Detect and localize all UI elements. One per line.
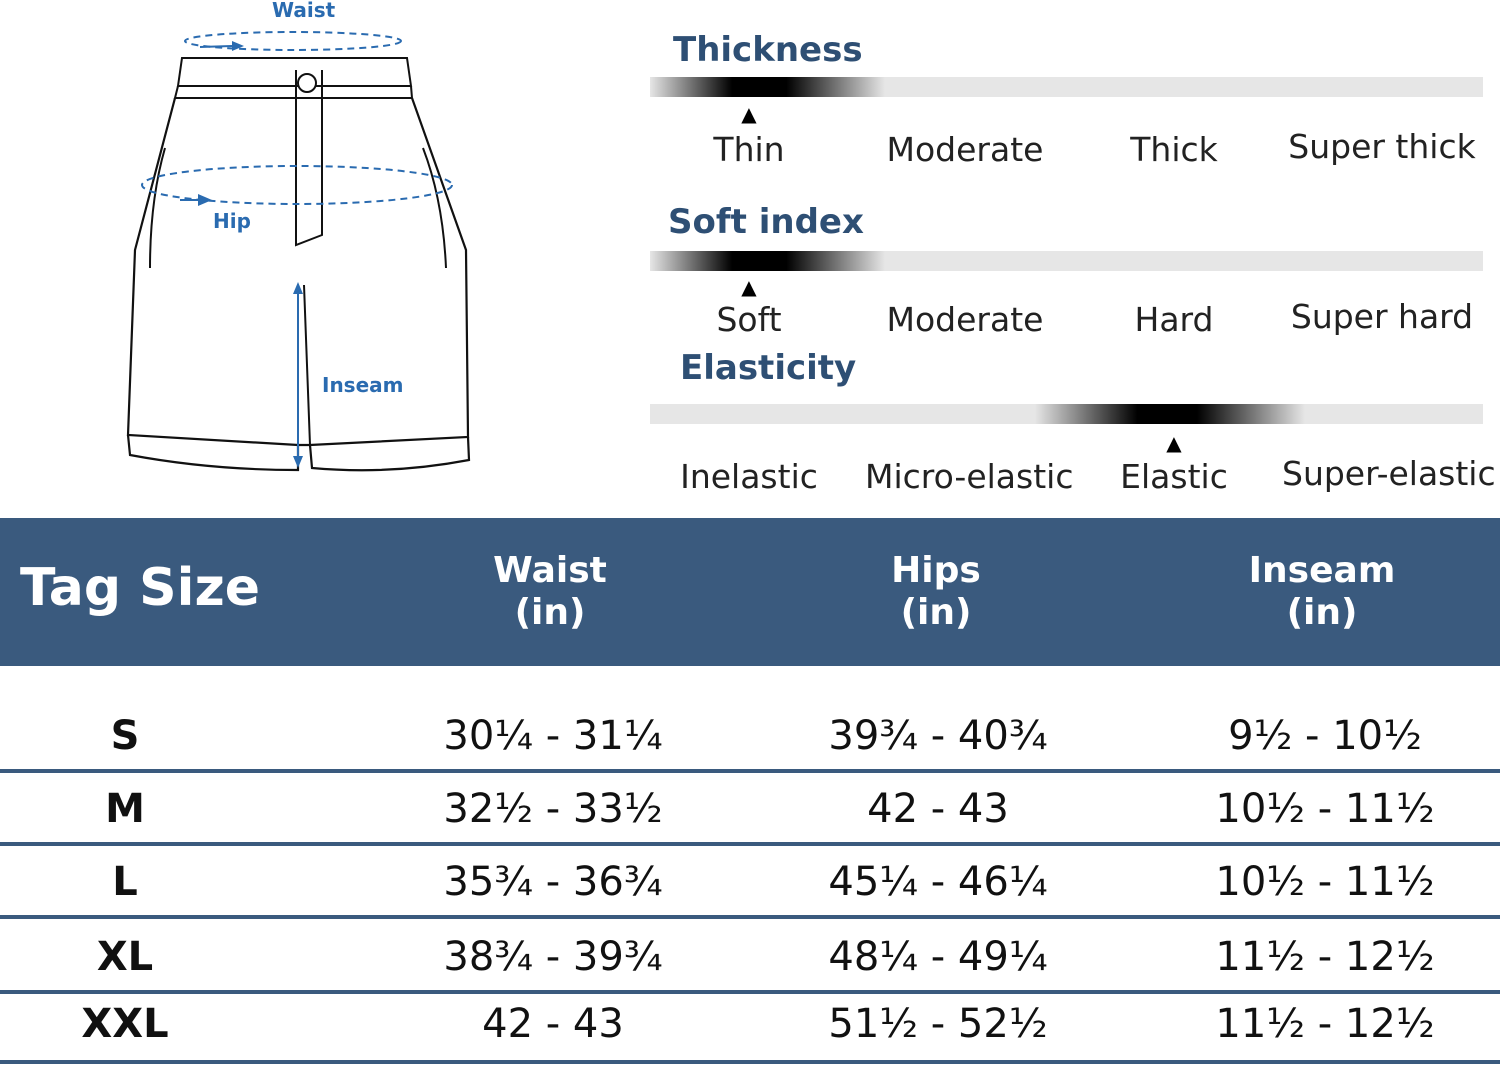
inseam-cell: 10½ - 11½ xyxy=(1215,786,1435,832)
size-cell: XL xyxy=(96,934,154,980)
soft-index-level: Hard xyxy=(1134,300,1214,339)
soft-index-title: Soft index xyxy=(668,202,864,242)
thickness-level: Thin xyxy=(713,130,785,169)
waist-cell: 32½ - 33½ xyxy=(443,786,663,832)
waist-header-line: Waist xyxy=(493,550,607,591)
soft-index-level: Moderate xyxy=(886,300,1044,339)
hips-header xyxy=(786,550,1086,634)
soft-index-bar-highlight xyxy=(650,251,885,271)
elasticity-level: Super-elastic xyxy=(1282,454,1496,493)
soft-index-bar xyxy=(650,251,1483,271)
hips-cell: 51½ - 52½ xyxy=(828,1001,1048,1047)
thickness-selected-marker: ▲ xyxy=(741,102,757,126)
waist-header-unit: (in) xyxy=(514,592,586,633)
inseam-cell: 11½ - 12½ xyxy=(1215,934,1435,980)
inseam-cell: 11½ - 12½ xyxy=(1215,1001,1435,1047)
thickness-title: Thickness xyxy=(673,30,863,70)
soft-index-level: Soft xyxy=(716,300,782,339)
row-divider xyxy=(0,990,1500,994)
elasticity-level: Micro-elastic xyxy=(865,457,1074,496)
waist-header xyxy=(400,550,700,634)
row-divider xyxy=(0,842,1500,846)
thickness-bar-highlight xyxy=(650,77,885,97)
elasticity-bar xyxy=(650,404,1483,424)
thickness-level: Thick xyxy=(1130,130,1218,169)
inseam-header xyxy=(1172,550,1472,634)
thickness-level: Super thick xyxy=(1288,127,1476,166)
waist-cell: 35¾ - 36¾ xyxy=(443,859,663,905)
inseam-cell: 10½ - 11½ xyxy=(1215,859,1435,905)
row-divider xyxy=(0,915,1500,919)
size-table-header xyxy=(0,518,1500,666)
thickness-level: Moderate xyxy=(886,130,1044,169)
hips-cell: 42 - 43 xyxy=(867,786,1009,832)
hips-cell: 45¼ - 46¼ xyxy=(828,859,1048,905)
elasticity-bar-highlight xyxy=(1035,404,1305,424)
size-cell: L xyxy=(112,859,138,905)
row-divider xyxy=(0,1060,1500,1064)
waist-cell: 42 - 43 xyxy=(482,1001,624,1047)
shorts-diagram xyxy=(0,0,620,515)
size-cell: S xyxy=(110,713,140,759)
waist-label: Waist xyxy=(272,0,336,22)
inseam-label: Inseam xyxy=(322,373,404,397)
elasticity-title: Elasticity xyxy=(680,348,857,388)
elasticity-level: Inelastic xyxy=(680,457,818,496)
waist-cell: 38¾ - 39¾ xyxy=(443,934,663,980)
hips-header-line: Hips xyxy=(891,550,981,591)
inseam-cell: 9½ - 10½ xyxy=(1228,713,1422,759)
elasticity-selected-marker: ▲ xyxy=(1166,431,1182,455)
hip-label: Hip xyxy=(213,209,251,233)
tag-size-header: Tag Size xyxy=(20,558,260,618)
waist-cell: 30¼ - 31¼ xyxy=(443,713,663,759)
hips-header-unit: (in) xyxy=(900,592,972,633)
size-cell: XXL xyxy=(81,1001,169,1047)
thickness-bar xyxy=(650,77,1483,97)
inseam-header-line: Inseam xyxy=(1248,550,1396,591)
inseam-header-unit: (in) xyxy=(1286,592,1358,633)
soft-index-level: Super hard xyxy=(1290,297,1474,336)
shorts-illustration xyxy=(0,0,620,515)
row-divider xyxy=(0,769,1500,773)
size-cell: M xyxy=(105,786,145,832)
elasticity-level: Elastic xyxy=(1120,457,1228,496)
hips-cell: 39¾ - 40¾ xyxy=(828,713,1048,759)
hips-cell: 48¼ - 49¼ xyxy=(828,934,1048,980)
soft-index-selected-marker: ▲ xyxy=(741,275,757,299)
